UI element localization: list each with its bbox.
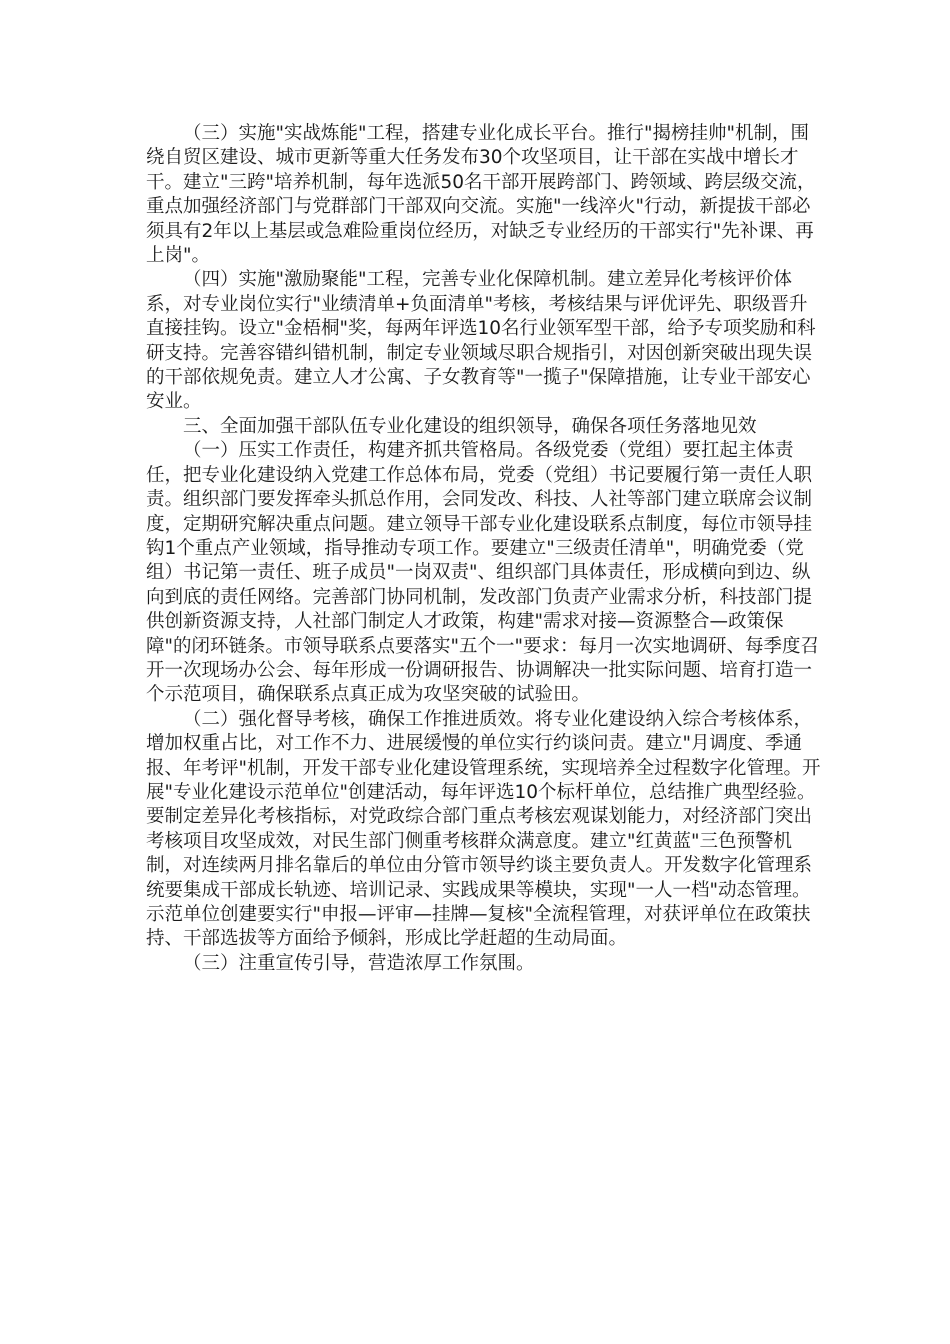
section-heading-organization-leadership: 三、全面加强干部队伍专业化建设的组织领导，确保各项任务落地见效 <box>183 415 757 437</box>
document-body <box>146 122 822 976</box>
paragraph-publicity-guidance: （三）注重宣传引导，营造浓厚工作氛围。 <box>183 952 535 974</box>
paragraph-supervision-assessment: （二）强化督导考核，确保工作推进质效。将专业化建设纳入综合考核体系，增加权重占比，对工作不力、进展缓慢的单位实行约谈问责。建立"月调度、季通报、年考评"机制，开发干部专业化建设管理系统，实现培养全过程数字化管理。开展"专业化建设示范单位"创建活动，每年评选10个标杆单位，总结推广典型经验。要制定差异化考核指标，对党政综合部门重点考核宏观谋划能力，对经济部门突出考核项目攻坚成效，对民生部门侧重考核群众满意度。建立"红黄蓝"三色预警机制，对连续两月排名靠后的单位由分管市领导约谈主要负责人。开发数字化管理系统要集成干部成长轨迹、培训记录、实践成果等模块，实现"一人一档"动态管理。示范单位创建要实行"申报—评审—挂牌—复核"全流程管理，对获评单位在政策扶持、干部选拔等方面给予倾斜，形成比学赶超的生动局面。 <box>146 708 821 950</box>
paragraph-practice-project: （三）实施"实战炼能"工程，搭建专业化成长平台。推行"揭榜挂帅"机制，围绕自贸区建设、城市更新等重大任务发布30个攻坚项目，让干部在实战中增长才干。建立"三跨"培养机制，每年选派50名干部开展跨部门、跨领域、跨层级交流，重点加强经济部门与党群部门干部双向交流。实施"一线淬火"行动，新提拔干部必须具有2年以上基层或急难险重岗位经历，对缺乏专业经历的干部实行"先补课、再上岗"。 <box>146 123 816 267</box>
paragraph-incentive-project: （四）实施"激励聚能"工程，完善专业化保障机制。建立差异化考核评价体系，对专业岗位实行"业绩清单+负面清单"考核，考核结果与评优评先、职级晋升直接挂钩。设立"金梧桐"奖，每两年评选10名行业领军型干部，给予专项奖励和科研支持。完善容错纠错机制，制定专业领域尽职合规指引，对因创新突破出现失误的干部依规免责。建立人才公寓、子女教育等"一揽子"保障措施，让专业干部安心安业。 <box>146 269 816 413</box>
paragraph-work-responsibility: （一）压实工作责任，构建齐抓共管格局。各级党委（党组）要扛起主体责任，把专业化建设纳入党建工作总体布局，党委（党组）书记要履行第一责任人职责。组织部门要发挥牵头抓总作用，会同发改、科技、人社等部门建立联席会议制度，定期研究解决重点问题。建立领导干部专业化建设联系点制度，每位市领导挂钩1个重点产业领域，指导推动专项工作。要建立"三级责任清单"，明确党委（党组）书记第一责任、班子成员"一岗双责"、组织部门具体责任，形成横向到边、纵向到底的责任网络。完善部门协同机制，发改部门负责产业需求分析，科技部门提供创新资源支持，人社部门制定人才政策，构建"需求对接—资源整合—政策保障"的闭环链条。市领导联系点要落实"五个一"要求：每月一次实地调研、每季度召开一次现场办公会、每年形成一份调研报告、协调解决一批实际问题、培育打造一个示范项目，确保联系点真正成为攻坚突破的试验田。 <box>146 440 820 706</box>
